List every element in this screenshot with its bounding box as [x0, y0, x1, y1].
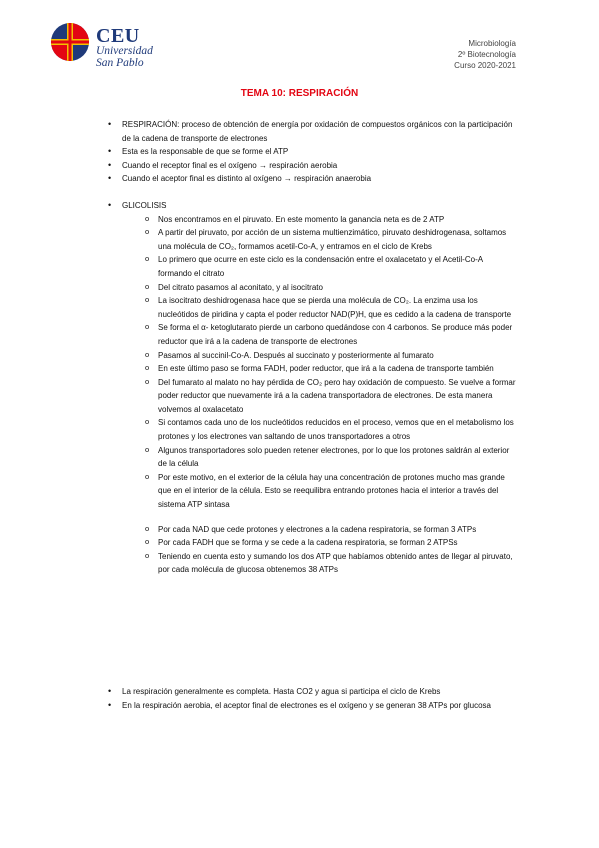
section-heading: • GLICOLISIS	[108, 199, 518, 213]
brand-line2: San Pablo	[96, 56, 144, 69]
meta-subject: Microbiología	[468, 39, 516, 48]
list-item: • Esta es la responsable de que se forme el ATP	[108, 145, 518, 159]
glucolisis-steps	[108, 213, 518, 512]
list-item: o Algunos transportadores solo pueden retener electrones, por lo que los protones saldrán al exterior de la célula	[108, 444, 518, 471]
list-item: o Lo primero que ocurre en este ciclo es la condensación entre el oxalacetato y el Acetil-Co-A formando el citrato	[108, 253, 518, 280]
brand-line1: Universidad	[96, 45, 153, 57]
brand-wordmark	[96, 26, 153, 69]
list-item: • La respiración generalmente es completa. Hasta CO2 y agua si participa el ciclo de Krebs	[108, 685, 518, 699]
closing-list	[108, 685, 518, 712]
list-item: o La isocitrato deshidrogenasa hace que se pierda una molécula de CO₂. La enzima usa los nucleótidos de piridina y capta el poder reductor NAD(P)H, que es cedido a la cadena de transporte	[108, 294, 518, 321]
list-item: o Del fumarato al malato no hay pérdida de CO₂ pero hay oxidación de compuesto. Se vuelve a formar poder reductor que nuevamente irá a la cadena transportadora de electrones. De esta manera volvemos al oxalacetato	[108, 376, 518, 417]
atp-summary-steps	[108, 523, 518, 577]
intro-list	[108, 118, 518, 186]
list-item: o Si contamos cada uno de los nucleótidos reducidos en el proceso, vemos que en el metabolismo los protones y los electrones van saltando de unos transportadores a otros	[108, 416, 518, 443]
document-body	[108, 118, 518, 577]
list-item: • En la respiración aerobia, el aceptor final de electrones es el oxígeno y se generan 38 ATPs por glucosa	[108, 699, 518, 713]
list-item: o Nos encontramos en el piruvato. En este momento la ganancia neta es de 2 ATP	[108, 213, 518, 227]
list-item: o Se forma el α- ketoglutarato pierde un carbono quedándose con 4 carbonos. Se produce más poder reductor que irá a la cadena de transporte de electrones	[108, 321, 518, 348]
page-title: TEMA 10: RESPIRACIÓN	[240, 88, 359, 99]
list-item: o A partir del piruvato, por acción de un sistema multienzimático, piruvato deshidrogenasa, soltamos una molécula de CO₂, formamos acetil-Co-A, y entramos en el ciclo de Krebs	[108, 226, 518, 253]
ceu-logo-icon	[50, 22, 90, 62]
list-item: o Teniendo en cuenta esto y sumando los dos ATP que habíamos obtenido antes de llegar al piruvato, por cada molécula de glucosa obtenemos 38 ATPs	[108, 550, 518, 577]
list-item: o Pasamos al succinil-Co-A. Después al succinato y posteriormente al fumarato	[108, 349, 518, 363]
course-meta	[454, 38, 516, 71]
list-item: o Por cada FADH que se forma y se cede a la cadena respiratoria, se forman 2 ATPSs	[108, 536, 518, 550]
document-header	[0, 0, 599, 90]
meta-course: 2º Biotecnología	[457, 50, 516, 59]
list-item: • RESPIRACIÓN: proceso de obtención de energía por oxidación de compuestos orgánicos con la participación de la cadena de transporte de electrones	[108, 118, 518, 145]
list-item: o Por cada NAD que cede protones y electrones a la cadena respiratoria, se forman 3 ATPs	[108, 523, 518, 537]
list-item: o En este último paso se forma FADH, poder reductor, que irá a la cadena de transporte también	[108, 362, 518, 376]
glucolisis-section	[108, 199, 518, 213]
brand-name: CEU	[96, 25, 140, 47]
closing-notes	[108, 685, 518, 712]
meta-year: Curso 2020-2021	[454, 61, 516, 70]
list-item: o Del citrato pasamos al aconitato, y al isocitrato	[108, 281, 518, 295]
list-item: o Por este motivo, en el exterior de la célula hay una concentración de protones mucho mas grande que en el interior de la célula. Esto se reequilibra entrando protones hacia el interior a través del sistema ATP sintasa	[108, 471, 518, 512]
list-item: • Cuando el receptor final es el oxígeno → respiración aerobia	[108, 159, 518, 173]
list-item: • Cuando el aceptor final es distinto al oxígeno → respiración anaerobia	[108, 172, 518, 186]
